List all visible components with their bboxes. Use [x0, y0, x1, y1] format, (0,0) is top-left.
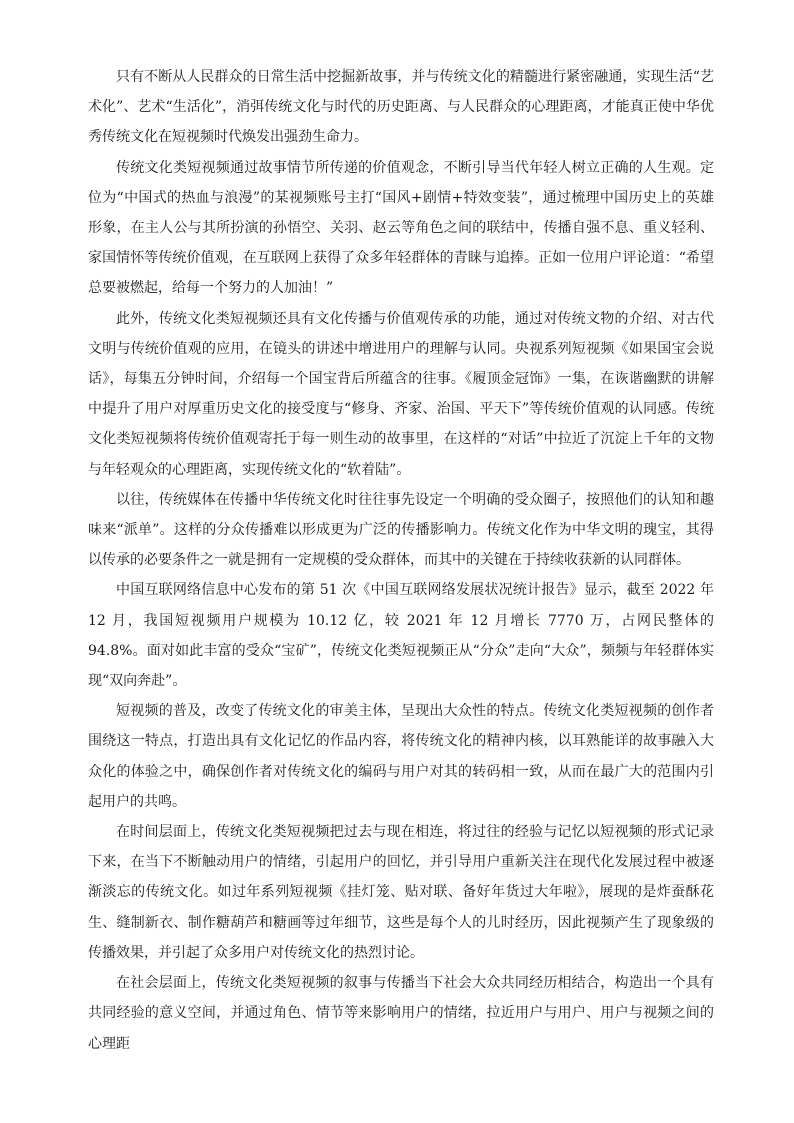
paragraph-1: 只有不断从人民群众的日常生活中挖掘新故事，并与传统文化的精髓进行紧密融通，实现生活“艺术化”、艺术“生活化”，消弭传统文化与时代的历史距离、与人民群众的心理距离，才能真正使中华优秀传统文化在短视频时代焕发出强劲生命力。 — [88, 69, 714, 146]
paragraph-2: 传统文化类短视频通过故事情节所传递的价值观念，不断引导当代年轻人树立正确的人生观。定位为“中国式的热血与浪漫”的某视频账号主打“国风+剧情+特效变装”，通过梳理中国历史上的英雄形象，在主人公与其所扮演的孙悟空、关羽、赵云等角色之间的联结中，传播自强不息、重义轻利、家国情怀等传统价值观，在互联网上获得了众多年轻群体的青睐与追捧。正如一位用户评论道：“希望总要被燃起，给每一个努力的人加油！” — [88, 159, 714, 297]
paragraph-5: 中国互联网络信息中心发布的第 51 次《中国互联网络发展状况统计报告》显示，截至 2022 年 12 月，我国短视频用户规模为 10.12 亿，较 2021 年 12 月增长 7770 万，占网民整体的 94.8%。面对如此丰富的受众“宝矿”，传统文化类短视频正从“分众”走向“大众”，频频与年轻群体实现“双向奔赴”。 — [88, 582, 714, 690]
paragraph-4: 以往，传统媒体在传播中华传统文化时往往事先设定一个明确的受众圈子，按照他们的认知和趣味来“派单”。这样的分众传播难以形成更为广泛的传播影响力。传统文化作为中华文明的瑰宝，其得以传承的必要条件之一就是拥有一定规模的受众群体，而其中的关键在于持续收获新的认同群体。 — [88, 491, 714, 569]
paragraph-8: 在社会层面上，传统文化类短视频的叙事与传播当下社会大众共同经历相结合，构造出一个具有共同经验的意义空间，并通过角色、情节等来影响用户的情绪，拉近用户与用户、用户与视频之间的心理距 — [88, 975, 714, 1052]
paragraph-6: 短视频的普及，改变了传统文化的审美主体，呈现出大众性的特点。传统文化类短视频的创作者围绕这一特点，打造出具有文化记忆的作品内容，将传统文化的精神内核，以耳熟能详的故事融入大众化的体验之中，确保创作者对传统文化的编码与用户对其的转码相一致，从而在最广大的范围内引起用户的共鸣。 — [88, 703, 714, 810]
document-body — [88, 62, 714, 1059]
paragraph-3: 此外，传统文化类短视频还具有文化传播与价值观传承的功能，通过对传统文物的介绍、对古代文明与传统价值观的应用，在镜头的讲述中增进用户的理解与认同。央视系列短视频《如果国宝会说话》，每集五分钟时间，介绍每一个国宝背后所蕴含的往事。《履顶金冠饰》一集，在诙谐幽默的讲解中提升了用户对厚重历史文化的接受度与“修身、齐家、治国、平天下”等传统价值观的认同感。传统文化类短视频将传统价值观寄托于每一则生动的故事里，在这样的“对话”中拉近了沉淀上千年的文物与年轻观众的心理距离，实现传统文化的“软着陆”。 — [88, 310, 714, 478]
paragraph-7: 在时间层面上，传统文化类短视频把过去与现在相连，将过往的经验与记忆以短视频的形式记录下来，在当下不断触动用户的情绪，引起用户的回忆，并引导用户重新关注在现代化发展过程中被逐渐淡忘的传统文化。如过年系列短视频《挂灯笼、贴对联、备好年货过大年啦》，展现的是炸蚕酥花生、缝制新衣、制作糖葫芦和糖画等过年细节，这些是每个人的儿时经历，因此视频产生了现象级的传播效果，并引起了众多用户对传统文化的热烈讨论。 — [88, 824, 714, 961]
